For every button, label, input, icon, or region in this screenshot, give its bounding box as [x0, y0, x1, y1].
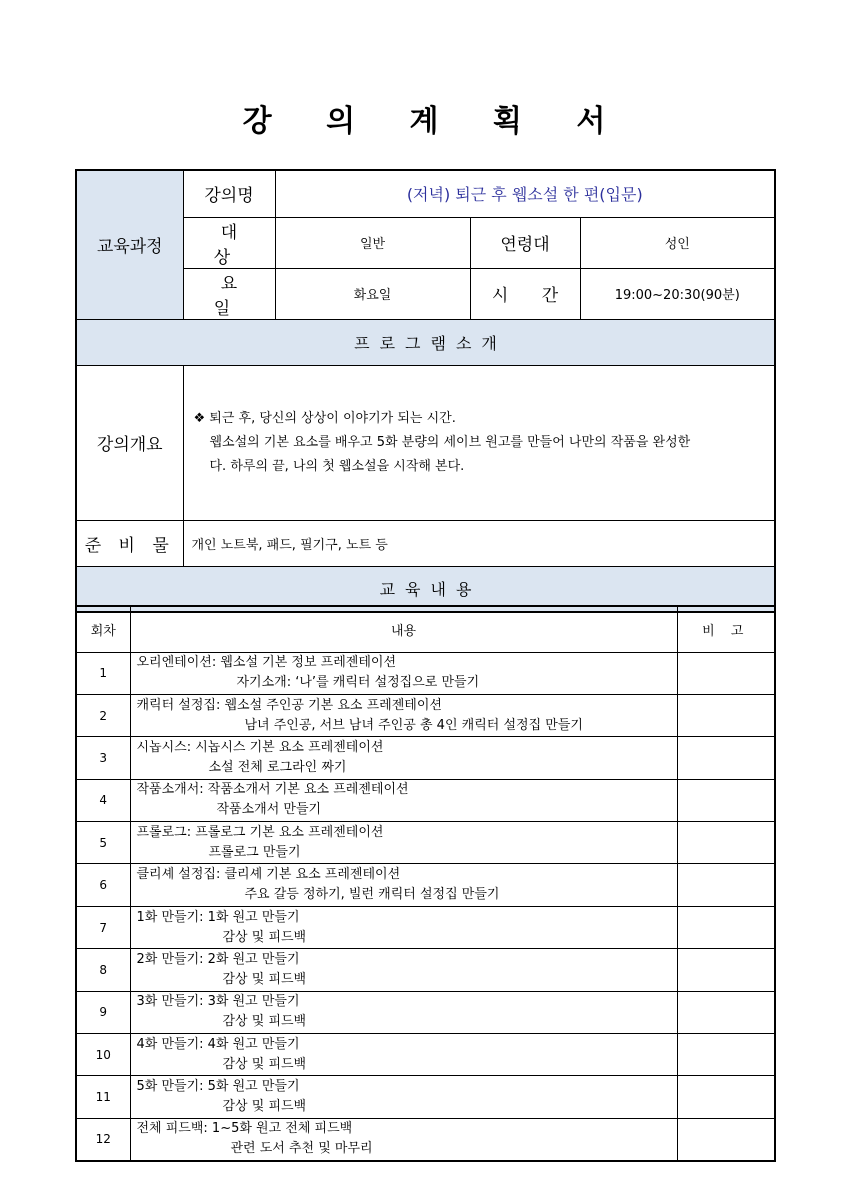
session-number: 10	[76, 1034, 130, 1076]
session-content-line-1: 캐릭터 설정집: 웹소설 주인공 기본 요소 프레젠테이션	[136, 697, 442, 713]
lecture-name-label: 강의명	[183, 170, 275, 217]
session-content	[130, 694, 677, 736]
program-intro-header: 프로그램소개	[76, 319, 775, 365]
target-label: 대 상	[183, 217, 275, 268]
session-content-line-2: 남녀 주인공, 서브 남녀 주인공 총 4인 캐릭터 설정집 만들기	[244, 717, 583, 733]
overview-line-1: ❖ 퇴근 후, 당신의 상상이 이야기가 되는 시간.	[193, 410, 456, 426]
schedule-table	[75, 605, 776, 1162]
session-number: 1	[76, 652, 130, 694]
course-info-table	[75, 169, 776, 613]
session-header: 회차	[76, 606, 130, 652]
session-remarks	[677, 906, 775, 948]
session-content-line-2: 감상 및 피드백	[222, 1056, 307, 1072]
session-content	[130, 864, 677, 906]
session-content-line-2: 소설 전체 로그라인 짜기	[208, 759, 347, 775]
schedule-row	[76, 1076, 775, 1118]
session-content	[130, 1076, 677, 1118]
schedule-row	[76, 991, 775, 1033]
session-content-line-1: 작품소개서: 작품소개서 기본 요소 프레젠테이션	[136, 782, 409, 798]
session-remarks	[677, 864, 775, 906]
session-content	[130, 737, 677, 779]
session-number: 3	[76, 737, 130, 779]
time-label: 시 간	[470, 268, 580, 319]
session-content-line-2: 감상 및 피드백	[222, 929, 307, 945]
session-content-line-1: 프롤로그: 프롤로그 기본 요소 프레젠테이션	[136, 824, 384, 840]
session-remarks	[677, 1034, 775, 1076]
session-content-line-2: 주요 갈등 정하기, 빌런 캐릭터 설정집 만들기	[244, 887, 500, 903]
session-number: 11	[76, 1076, 130, 1118]
materials-label: 준 비 물	[76, 520, 183, 566]
session-remarks	[677, 1076, 775, 1118]
schedule-row	[76, 694, 775, 736]
session-content-line-2: 프롤로그 만들기	[208, 844, 301, 860]
schedule-row	[76, 906, 775, 948]
document-title: 강 의 계 획 서	[242, 104, 628, 139]
session-content	[130, 652, 677, 694]
remarks-header: 비 고	[677, 606, 775, 652]
session-content	[130, 1118, 677, 1160]
session-number: 5	[76, 822, 130, 864]
overview-label: 강의개요	[76, 365, 183, 520]
schedule-row	[76, 1034, 775, 1076]
overview-line-2: 웹소설의 기본 요소를 배우고 5화 분량의 세이브 원고를 만들어 나만의 작품을 완성한	[209, 434, 691, 450]
time-value: 19:00~20:30(90분)	[580, 268, 775, 319]
session-remarks	[677, 694, 775, 736]
schedule-row	[76, 864, 775, 906]
session-content	[130, 1034, 677, 1076]
session-number: 6	[76, 864, 130, 906]
course-label: 교육과정	[76, 170, 183, 319]
age-value: 성인	[580, 217, 775, 268]
session-content	[130, 906, 677, 948]
session-content	[130, 991, 677, 1033]
session-content-line-1: 클리셰 설정집: 클리셰 기본 요소 프레젠테이션	[136, 867, 401, 883]
session-content-line-1: 3화 만들기: 3화 원고 만들기	[136, 994, 300, 1010]
session-content	[130, 822, 677, 864]
session-number: 8	[76, 949, 130, 991]
session-number: 12	[76, 1118, 130, 1160]
session-remarks	[677, 1118, 775, 1160]
session-content	[130, 779, 677, 821]
day-label: 요 일	[183, 268, 275, 319]
session-number: 7	[76, 906, 130, 948]
session-content-line-1: 2화 만들기: 2화 원고 만들기	[136, 951, 300, 967]
session-number: 9	[76, 991, 130, 1033]
session-content-line-2: 자기소개: ‘나’를 캐릭터 설정집으로 만들기	[236, 675, 480, 691]
schedule-row	[76, 822, 775, 864]
schedule-row	[76, 652, 775, 694]
session-content-line-2: 감상 및 피드백	[222, 971, 307, 987]
target-value: 일반	[275, 217, 470, 268]
education-content-header: 교육내용	[76, 566, 775, 612]
session-content-line-1: 1화 만들기: 1화 원고 만들기	[136, 909, 300, 925]
schedule-row	[76, 779, 775, 821]
overview-text	[183, 365, 775, 520]
session-number: 2	[76, 694, 130, 736]
session-number: 4	[76, 779, 130, 821]
session-content	[130, 949, 677, 991]
session-content-line-2: 감상 및 피드백	[222, 1014, 307, 1030]
session-content-line-1: 4화 만들기: 4화 원고 만들기	[136, 1036, 300, 1052]
schedule-row	[76, 737, 775, 779]
materials-value: 개인 노트북, 패드, 필기구, 노트 등	[183, 520, 775, 566]
session-content-line-1: 오리엔테이션: 웹소설 기본 정보 프레젠테이션	[136, 655, 397, 671]
session-remarks	[677, 822, 775, 864]
session-content-line-2: 감상 및 피드백	[222, 1099, 307, 1115]
overview-line-3: 다. 하루의 끝, 나의 첫 웹소설을 시작해 본다.	[209, 458, 465, 474]
session-remarks	[677, 737, 775, 779]
content-header: 내용	[130, 606, 677, 652]
session-remarks	[677, 949, 775, 991]
session-content-line-2: 작품소개서 만들기	[216, 802, 322, 818]
lecture-name-value: (저녁) 퇴근 후 웹소설 한 편(입문)	[275, 170, 775, 217]
session-remarks	[677, 991, 775, 1033]
session-content-line-2: 관련 도서 추천 및 마무리	[230, 1141, 373, 1157]
schedule-row	[76, 1118, 775, 1160]
session-remarks	[677, 779, 775, 821]
day-value: 화요일	[275, 268, 470, 319]
age-label: 연령대	[470, 217, 580, 268]
session-content-line-1: 시놉시스: 시놉시스 기본 요소 프레젠테이션	[136, 739, 384, 755]
schedule-row	[76, 949, 775, 991]
session-content-line-1: 전체 피드백: 1~5화 원고 전체 피드백	[136, 1121, 353, 1137]
session-remarks	[677, 652, 775, 694]
session-content-line-1: 5화 만들기: 5화 원고 만들기	[136, 1079, 300, 1095]
